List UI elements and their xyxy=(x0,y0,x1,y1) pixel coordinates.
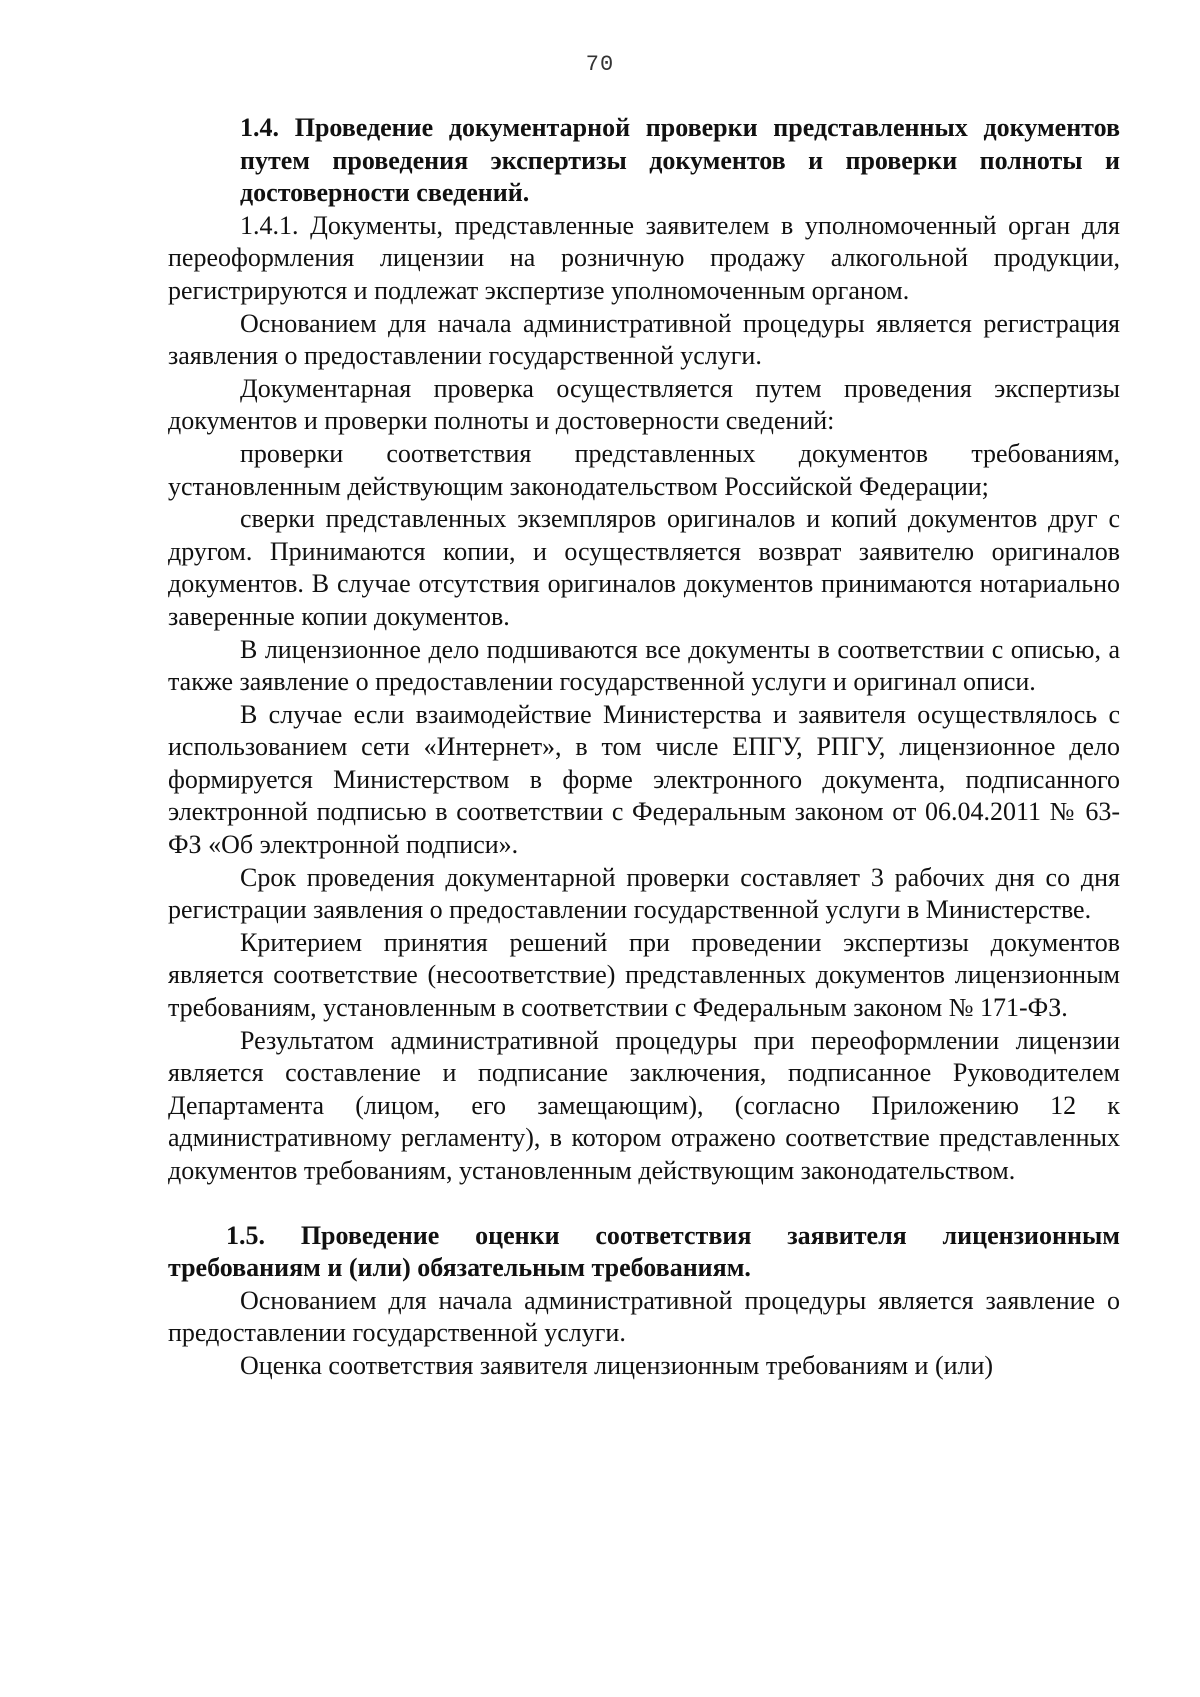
paragraph: Критерием принятия решений при проведении экспертизы документов является соответствие (несоответствие) представленных документов лицензионным требованиям, установленным в соответствии с Федеральным законом № 171-ФЗ. xyxy=(168,927,1120,1023)
section-heading-1-5: 1.5. Проведение оценки соответствия заявителя лицензионным требованиям и (или) обязательным требованиям. xyxy=(168,1220,1120,1283)
paragraph: Результатом административной процедуры при переоформлении лицензии является составление и подписание заключения, подписанное Руководителем Департамента (лицом, его замещающим), (согласно Приложению 12 к административному регламенту), в котором отражено соответствие представленных документов требованиям, установленным действующим законодательством. xyxy=(168,1025,1120,1185)
section-1-4-body xyxy=(168,210,1120,1188)
paragraph: В случае если взаимодействие Министерства и заявителя осуществлялось с использованием сети «Интернет», в том числе ЕПГУ, РПГУ, лицензионное дело формируется Министерством в форме электронного документа, подписанного электронной подписью в соответствии с Федеральным законом от 06.04.2011 № 63-ФЗ «Об электронной подписи». xyxy=(168,699,1120,860)
paragraph: Основанием для начала административной процедуры является заявление о предоставлении государственной услуги. xyxy=(168,1285,1120,1348)
paragraph: Срок проведения документарной проверки составляет 3 рабочих дня со дня регистрации заявления о предоставлении государственной услуги в Министерстве. xyxy=(168,862,1120,925)
page-number: 70 xyxy=(585,52,615,77)
paragraph: проверки соответствия представленных документов требованиям, установленным действующим законодательством Российской Федерации; xyxy=(168,438,1120,501)
paragraph: сверки представленных экземпляров оригиналов и копий документов друг с другом. Принимаются копии, и осуществляется возврат заявителю оригиналов документов. В случае отсутствия оригиналов документов принимаются нотариально заверенные копии документов. xyxy=(168,504,1120,631)
paragraph: 1.4.1. Документы, представленные заявителем в уполномоченный орган для переоформления лицензии на розничную продажу алкогольной продукции, регистрируются и подлежат экспертизе уполномоченным органом. xyxy=(168,210,1120,305)
paragraph: Оценка соответствия заявителя лицензионным требованиям и (или) xyxy=(240,1350,994,1380)
section-heading-1-4: 1.4. Проведение документарной проверки представленных документов путем проведения экспертизы документов и проверки полноты и достоверности сведений. xyxy=(240,113,1120,208)
paragraph: В лицензионное дело подшиваются все документы в соответствии с описью, а также заявление о предоставлении государственной услуги и оригинал описи. xyxy=(168,634,1120,697)
section-1-5-body xyxy=(168,1285,1120,1383)
document-body xyxy=(168,112,1120,1383)
paragraph: Документарная проверка осуществляется путем проведения экспертизы документов и проверки полноты и достоверности сведений: xyxy=(168,373,1120,436)
paragraph: Основанием для начала административной процедуры является регистрация заявления о предоставлении государственной услуги. xyxy=(168,308,1120,371)
